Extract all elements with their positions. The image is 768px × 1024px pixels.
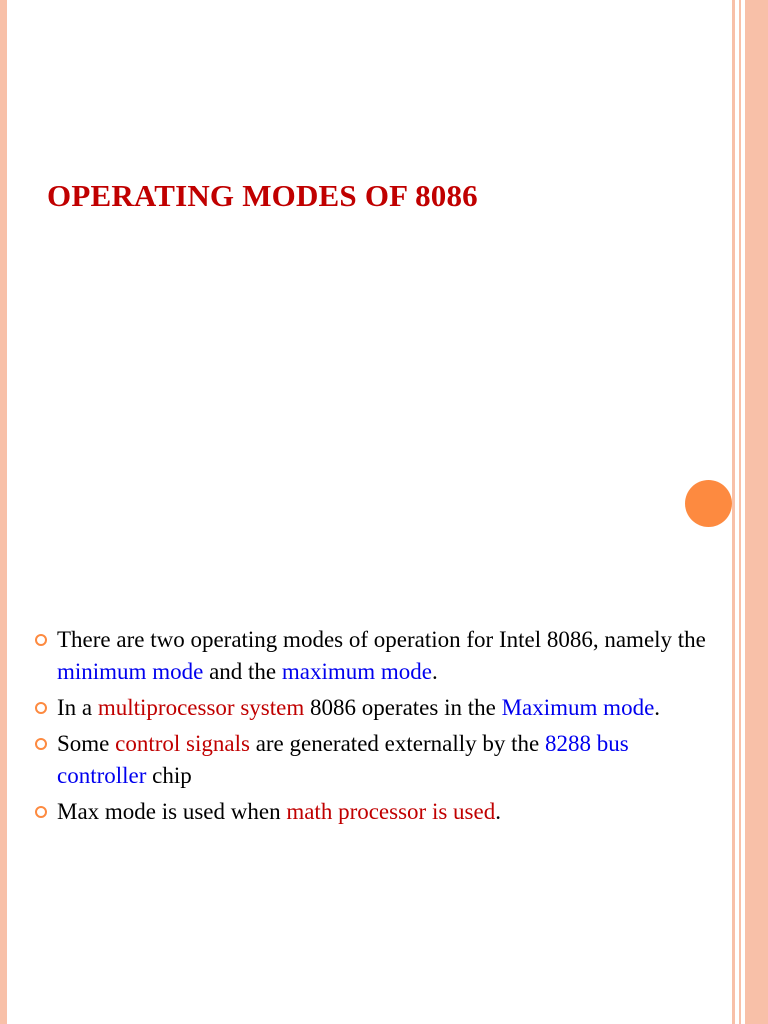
bullet-item — [35, 624, 715, 688]
highlight-maximum-mode: Maximum mode — [501, 695, 655, 720]
bullet-text: chip — [146, 763, 192, 788]
bullet-text: Some — [57, 731, 116, 756]
right-stripe — [739, 0, 741, 1024]
bullet-text: are generated externally by the — [249, 731, 545, 756]
bullet-text: . — [432, 659, 438, 684]
highlight-minimum-mode: minimum mode — [57, 659, 204, 684]
bullet-text: 8086 operates in the — [304, 695, 502, 720]
highlight-multiprocessor-system: multiprocessor system — [97, 695, 305, 720]
highlight-control-signals: control signals — [115, 731, 250, 756]
bullet-text: There are two operating modes of operation for Intel 8086, namely the — [57, 627, 706, 652]
bullet-text: In a — [57, 695, 98, 720]
highlight-8288-bus-controller: 8288 bus controller — [57, 731, 629, 788]
ring-bullet-icon — [35, 634, 47, 646]
bullet-text: and the — [203, 659, 282, 684]
ring-bullet-icon — [35, 738, 47, 750]
right-border-stripes — [732, 0, 768, 1024]
bullet-text: . — [495, 799, 501, 824]
bullet-list — [35, 624, 715, 832]
bullet-item — [35, 692, 715, 724]
bullet-item — [35, 728, 715, 792]
slide-title: OPERATING MODES OF 8086 — [47, 178, 478, 213]
bullet-text: . — [654, 695, 661, 720]
highlight-maximum-mode: maximum mode — [281, 659, 432, 684]
left-border-bar — [0, 0, 7, 1024]
orange-circle-decoration — [685, 480, 732, 527]
highlight-math-processor: math processor is used — [286, 799, 496, 824]
right-stripe — [745, 0, 768, 1024]
ring-bullet-icon — [35, 702, 47, 714]
right-stripe — [732, 0, 735, 1024]
bullet-text: Max mode is used when — [57, 799, 287, 824]
ring-bullet-icon — [35, 806, 47, 818]
bullet-item — [35, 796, 715, 828]
